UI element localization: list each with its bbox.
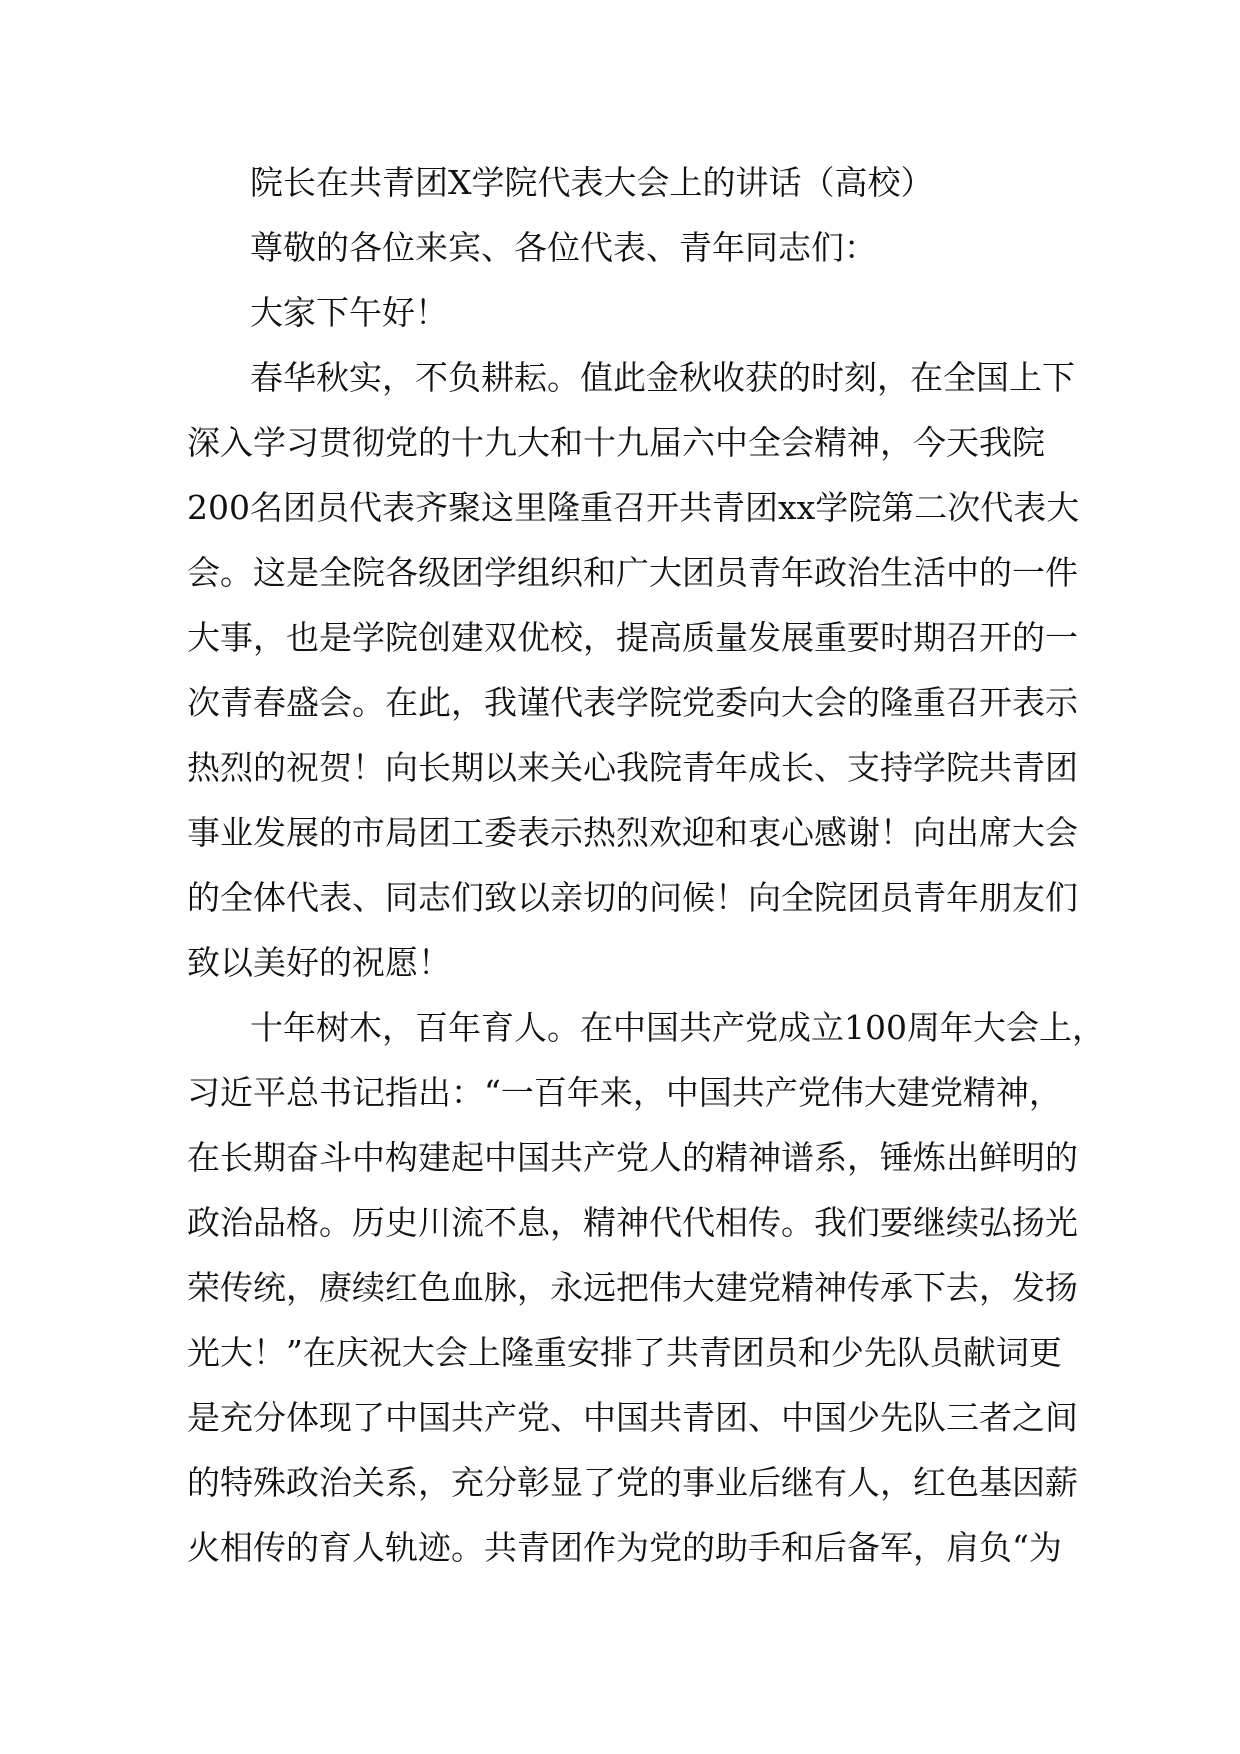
paragraph-2: [187, 995, 1107, 1580]
document-title: 院长在共青团X学院代表大会上的讲话（高校）: [250, 163, 934, 202]
paragraph-line: 春华秋实，不负耕耘。值此金秋收获的时刻，在全国上下: [250, 358, 1075, 397]
salutation: 尊敬的各位来宾、各位代表、青年同志们：: [250, 228, 877, 267]
paragraph-line: 是充分体现了中国共产党、中国共青团、中国少先队三者之间: [187, 1398, 1078, 1437]
paragraph-line: 荣传统，赓续红色血脉，永远把伟大建党精神传承下去，发扬: [187, 1268, 1078, 1307]
paragraph-line: 热烈的祝贺！向长期以来关心我院青年成长、支持学院共青团: [187, 748, 1078, 787]
paragraph-line: 光大！”在庆祝大会上隆重安排了共青团员和少先队员献词更: [187, 1333, 1062, 1372]
paragraph-1: [187, 345, 1107, 995]
paragraph-line: 深入学习贯彻党的十九大和十九届六中全会精神，今天我院: [187, 423, 1045, 462]
paragraph-line: 次青春盛会。在此，我谨代表学院党委向大会的隆重召开表示: [187, 683, 1078, 722]
paragraph-line: 十年树木，百年育人。在中国共产党成立100周年大会上，: [250, 1008, 1105, 1047]
paragraph-line: 在长期奋斗中构建起中国共产党人的精神谱系，锤炼出鲜明的: [187, 1138, 1078, 1177]
document-body: [187, 150, 1107, 1580]
paragraph-line: 政治品格。历史川流不息，精神代代相传。我们要继续弘扬光: [187, 1203, 1078, 1242]
paragraph-line: 的全体代表、同志们致以亲切的问候！向全院团员青年朋友们: [187, 878, 1078, 917]
paragraph-line: 致以美好的祝愿！: [187, 943, 451, 982]
paragraph-line: 事业发展的市局团工委表示热烈欢迎和衷心感谢！向出席大会: [187, 813, 1078, 852]
paragraph-line: 的特殊政治关系，充分彰显了党的事业后继有人，红色基因薪: [187, 1463, 1078, 1502]
paragraph-line: 习近平总书记指出：“一百年来，中国共产党伟大建党精神，: [187, 1073, 1062, 1112]
greeting: 大家下午好！: [250, 293, 448, 332]
paragraph-line: 大事，也是学院创建双优校，提高质量发展重要时期召开的一: [187, 618, 1078, 657]
paragraph-line: 200名团员代表齐聚这里隆重召开共青团xx学院第二次代表大: [187, 488, 1080, 527]
paragraph-line: 火相传的育人轨迹。共青团作为党的助手和后备军，肩负“为: [187, 1528, 1062, 1567]
paragraph-line: 会。这是全院各级团学组织和广大团员青年政治生活中的一件: [187, 553, 1078, 592]
